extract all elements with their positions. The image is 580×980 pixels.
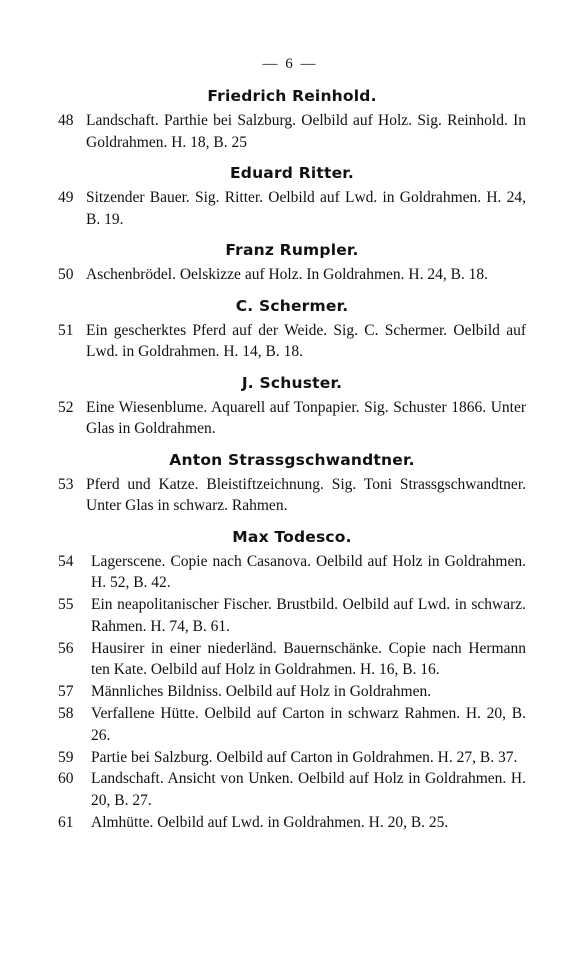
entry-text: Almhütte. Oelbild auf Lwd. in Goldrahmen. H. 20, B. 25. bbox=[91, 814, 449, 832]
artist-heading: C. Schermer. bbox=[235, 296, 349, 315]
catalog-entry bbox=[58, 320, 526, 363]
entry-text: Partie bei Salzburg. Oelbild auf Carton in Goldrahmen. H. 27, B. 37. bbox=[91, 748, 518, 766]
catalog-content bbox=[58, 82, 526, 836]
entry-number: 55 bbox=[58, 596, 74, 614]
artist-section-strassgschwandtner bbox=[58, 442, 526, 517]
entry-number: 59 bbox=[58, 748, 74, 766]
artist-heading: J. Schuster. bbox=[241, 373, 343, 392]
entry-text: Landschaft. Parthie bei Salzburg. Oelbild auf Holz. Sig. Reinhold. In Goldrahmen. H. 18, B. 25 bbox=[86, 112, 526, 151]
catalog-entry bbox=[58, 681, 526, 703]
entry-text: Ein gescherktes Pferd auf der Weide. Sig. C. Schermer. Oelbild auf Lwd. in Goldrahmen. H. 14, B. 18. bbox=[86, 321, 526, 360]
entry-number: 50 bbox=[58, 266, 74, 283]
entry-text: Landschaft. Ansicht von Unken. Oelbild auf Holz in Goldrahmen. H. 20, B. 27. bbox=[91, 770, 526, 810]
entry-number: 51 bbox=[58, 321, 74, 339]
entry-text: Sitzender Bauer. Sig. Ritter. Oelbild auf Lwd. in Goldrahmen. H. 24, B. 19. bbox=[86, 189, 526, 228]
artist-heading: Friedrich Reinhold. bbox=[207, 87, 377, 105]
entry-number: 56 bbox=[58, 639, 74, 657]
entry-text: Hausirer in einer niederländ. Bauernschänke. Copie nach Hermann ten Kate. Oelbild auf Holz in Goldrahmen. H. 16, B. 16. bbox=[91, 639, 526, 679]
artist-section-reinhold bbox=[58, 82, 526, 153]
entry-text: Männliches Bildniss. Oelbild auf Holz in Goldrahmen. bbox=[91, 683, 432, 701]
artist-section-schermer bbox=[58, 288, 526, 363]
entry-text: Pferd und Katze. Bleistiftzeichnung. Sig. Toni Strassgschwandtner. Unter Glas in schwarz. Rahmen. bbox=[86, 475, 526, 514]
artist-heading: Eduard Ritter. bbox=[229, 164, 354, 182]
entry-number: 54 bbox=[58, 552, 74, 570]
artist-section-ritter bbox=[58, 155, 526, 230]
artist-section-rumpler bbox=[58, 232, 526, 286]
entry-text: Ein neapolitanischer Fischer. Brustbild. Oelbild auf Lwd. in schwarz. Rahmen. H. 74, B. 61. bbox=[91, 596, 526, 635]
catalog-entry bbox=[58, 747, 526, 769]
entry-number: 61 bbox=[58, 814, 74, 832]
entry-text: Verfallene Hütte. Oelbild auf Carton in schwarz Rahmen. H. 20, B. 26. bbox=[91, 705, 526, 744]
entry-text: Aschenbrödel. Oelskizze auf Holz. In Goldrahmen. H. 24, B. 18. bbox=[86, 266, 489, 283]
entry-number: 49 bbox=[58, 189, 74, 206]
catalog-entry bbox=[58, 110, 526, 153]
catalog-entry bbox=[58, 551, 526, 595]
catalog-entry bbox=[58, 397, 526, 440]
entry-number: 52 bbox=[58, 398, 74, 416]
catalog-entry bbox=[58, 812, 526, 834]
artist-heading: Max Todesco. bbox=[232, 527, 352, 546]
catalog-entry bbox=[58, 638, 526, 682]
catalog-entry bbox=[58, 768, 526, 812]
entry-number: 48 bbox=[58, 112, 74, 129]
catalog-entry bbox=[58, 474, 526, 517]
page-number: — 6 — bbox=[262, 56, 318, 72]
catalog-entry bbox=[58, 594, 526, 638]
entry-text: Lagerscene. Copie nach Casanova. Oelbild auf Holz in Goldrahmen. H. 52, B. 42. bbox=[91, 552, 526, 592]
entry-number: 57 bbox=[58, 683, 74, 701]
catalog-entry bbox=[58, 264, 526, 286]
entry-number: 60 bbox=[58, 770, 74, 788]
artist-heading: Franz Rumpler. bbox=[225, 241, 359, 259]
artist-heading: Anton Strassgschwandtner. bbox=[169, 450, 415, 469]
entry-number: 53 bbox=[58, 475, 74, 493]
catalog-entry bbox=[58, 703, 526, 747]
entry-number: 58 bbox=[58, 705, 74, 723]
catalog-entry bbox=[58, 187, 526, 230]
artist-section-schuster bbox=[58, 365, 526, 440]
artist-section-todesco bbox=[58, 519, 526, 834]
entry-text: Eine Wiesenblume. Aquarell auf Tonpapier. Sig. Schuster 1866. Unter Glas in Goldrahmen. bbox=[86, 398, 526, 437]
